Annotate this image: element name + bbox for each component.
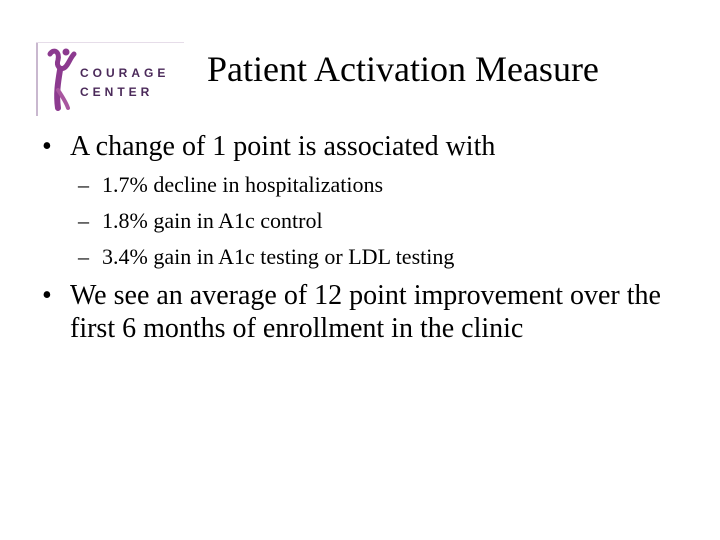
sub-bullet-list [42,167,682,275]
courage-center-logo [36,42,186,116]
slide-body [42,130,682,345]
bullet-item [42,130,682,163]
sub-bullet-marker: – [78,172,89,197]
logo-text-courage: COURAGE [80,66,170,80]
logo-divider [36,42,38,116]
bullet-item [42,279,682,345]
bullet-text: We see an average of 12 point improvement over the first 6 months of enrollment in the clinic [70,280,661,344]
bullet-marker: • [42,131,52,162]
bullet-text: A change of 1 point is associated with [70,131,496,162]
sub-bullet-item [42,239,682,275]
logo-top-rule [36,42,184,43]
sub-bullet-marker: – [78,208,89,233]
sub-bullet-text: 1.8% gain in A1c control [102,208,323,233]
sub-bullet-item [42,203,682,239]
slide-title: Patient Activation Measure [207,49,599,89]
sub-bullet-text: 1.7% decline in hospitalizations [102,172,384,197]
bullet-marker: • [42,280,52,311]
person-figure-icon [44,46,80,112]
sub-bullet-marker: – [78,244,89,269]
sub-bullet-text: 3.4% gain in A1c testing or LDL testing [102,244,455,269]
sub-bullet-item [42,167,682,203]
logo-text-center: CENTER [80,85,154,99]
